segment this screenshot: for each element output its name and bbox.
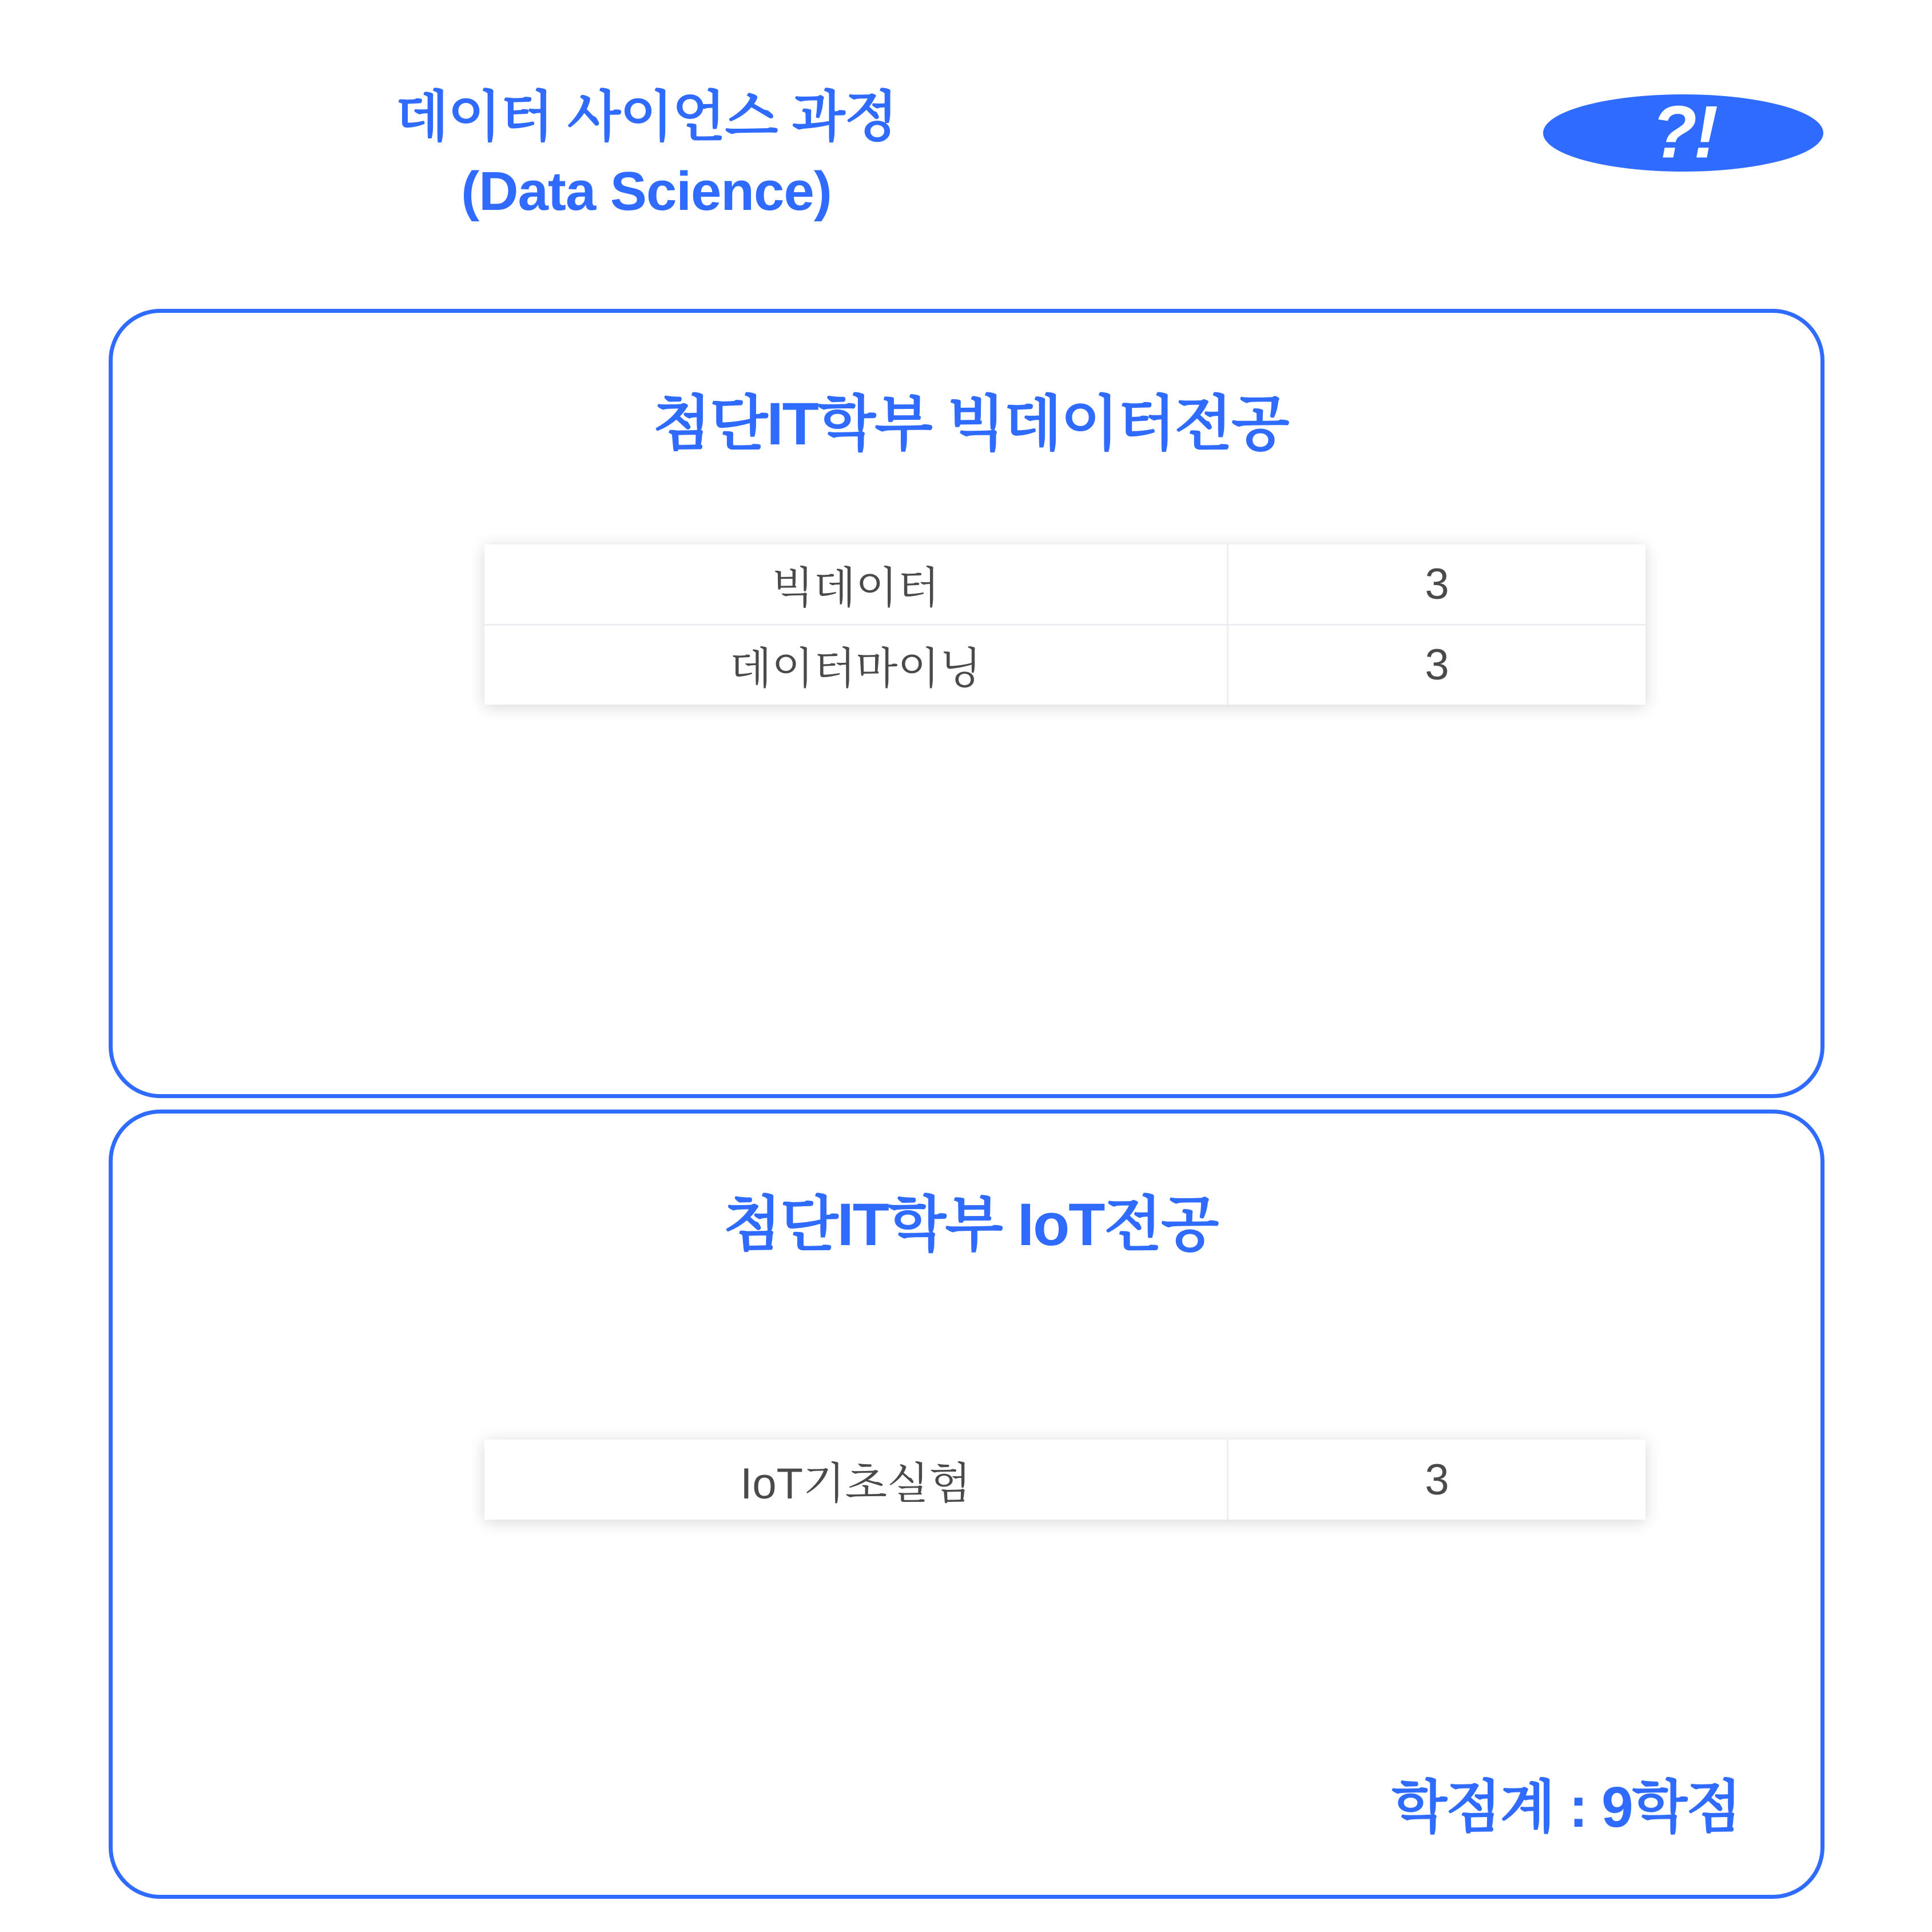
course-name: IoT기초실험 (484, 1440, 1228, 1520)
course-credit: 3 (1425, 559, 1449, 609)
course-name: 빅데이터 (484, 544, 1228, 625)
page-title (217, 80, 1075, 228)
card-title-bigdata: 첨단IT학부 빅데이터전공 (653, 391, 1289, 458)
page-header (0, 0, 1932, 286)
course-table-bigdata (484, 544, 1645, 705)
course-name: 데이터마이닝 (484, 625, 1228, 705)
page-title-line2: (Data Science) (461, 160, 832, 222)
table-row (484, 1440, 1645, 1520)
card-bigdata-major (109, 309, 1824, 1098)
course-table-iot (484, 1440, 1645, 1520)
logo-badge (1543, 89, 1823, 173)
table-row (484, 625, 1645, 705)
logo-question-exclamation-icon: ?! (1651, 89, 1715, 173)
card-iot-major (109, 1110, 1824, 1899)
total-credits-label: 학점계 : 9학점 (1392, 1775, 1740, 1839)
page-title-line1: 데이터 사이언스 과정 (395, 86, 897, 148)
card-title-iot: 첨단IT학부 IoT전공 (723, 1191, 1218, 1258)
course-credit: 3 (1228, 625, 1645, 705)
table-row (484, 544, 1645, 625)
course-credit: 3 (1425, 1455, 1449, 1504)
